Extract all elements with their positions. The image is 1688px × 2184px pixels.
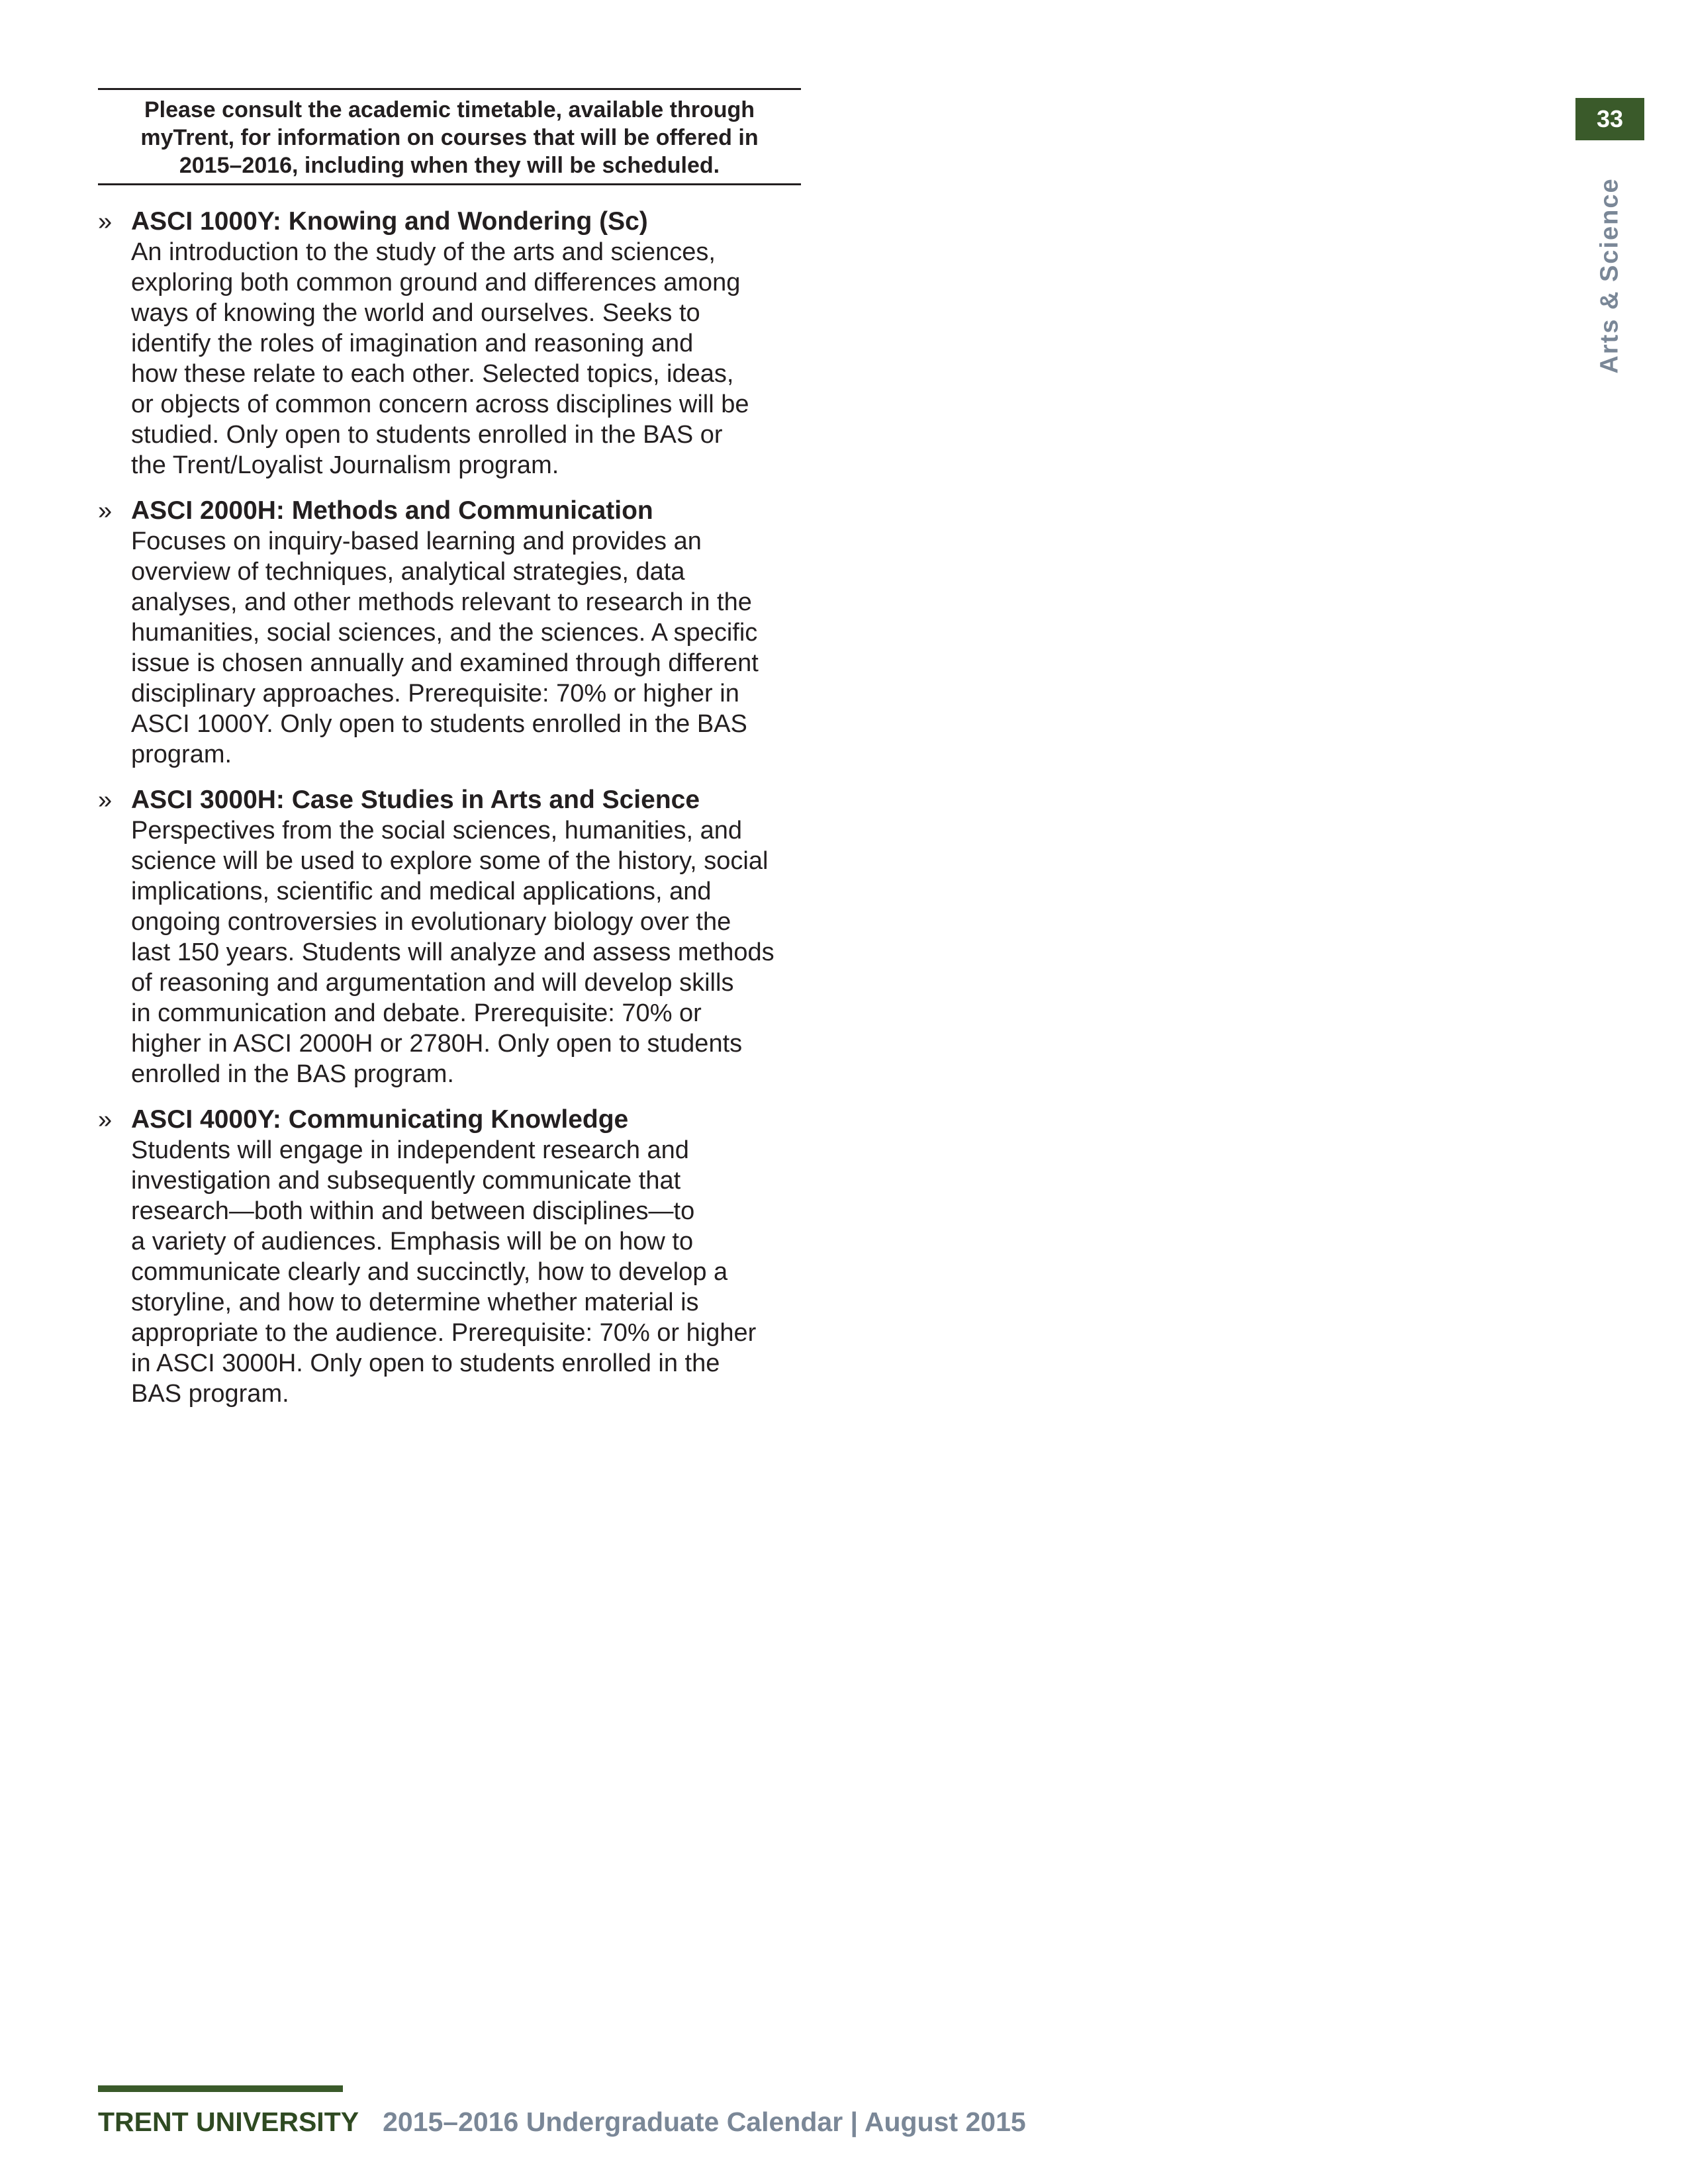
course-title: ASCI 2000H: Methods and Communication	[131, 496, 653, 525]
description-line: BAS program.	[131, 1380, 289, 1408]
description-line: research—both within and between disciplines—to	[131, 1197, 695, 1225]
description-line: program.	[131, 741, 232, 768]
description-line: ways of knowing the world and ourselves. Seeks to	[131, 299, 700, 327]
bullet-icon: »	[98, 208, 113, 236]
footer-divider	[98, 2085, 343, 2092]
description-line: of reasoning and argumentation and will develop skills	[131, 969, 734, 997]
description-line: communicate clearly and succinctly, how to develop a	[131, 1258, 728, 1286]
description-line: the Trent/Loyalist Journalism program.	[131, 451, 559, 479]
description-line: implications, scientific and medical applications, and	[131, 878, 712, 905]
description-line: identify the roles of imagination and reasoning and	[131, 330, 694, 357]
course-title: ASCI 4000Y: Communicating Knowledge	[131, 1105, 629, 1134]
description-line: in communication and debate. Prerequisite: 70% or	[131, 999, 702, 1027]
course-description	[131, 1135, 813, 1409]
section-tab: Arts & Science	[1595, 177, 1624, 374]
description-line: humanities, social sciences, and the sciences. A specific	[131, 619, 758, 647]
page-number: 33	[1575, 98, 1644, 140]
description-line: appropriate to the audience. Prerequisite: 70% or higher	[131, 1319, 757, 1347]
description-line: Focuses on inquiry-based learning and provides an	[131, 527, 702, 555]
notice-line: 2015–2016, including when they will be scheduled.	[179, 153, 720, 178]
page-footer	[98, 2107, 1026, 2138]
description-line: storyline, and how to determine whether material is	[131, 1289, 699, 1316]
description-line: issue is chosen annually and examined through different	[131, 649, 759, 677]
description-line: analyses, and other methods relevant to research in the	[131, 588, 752, 616]
description-line: Perspectives from the social sciences, humanities, and	[131, 817, 742, 844]
description-line: overview of techniques, analytical strategies, data	[131, 558, 685, 586]
description-line: An introduction to the study of the arts and sciences,	[131, 238, 716, 266]
course-title: ASCI 3000H: Case Studies in Arts and Science	[131, 786, 700, 814]
description-line: investigation and subsequently communicate that	[131, 1167, 681, 1195]
description-line: studied. Only open to students enrolled in the BAS or	[131, 421, 723, 449]
course-description	[131, 815, 813, 1089]
description-line: a variety of audiences. Emphasis will be on how to	[131, 1228, 694, 1255]
description-line: enrolled in the BAS program.	[131, 1060, 454, 1088]
course-description	[131, 526, 813, 770]
bullet-icon: »	[98, 497, 113, 525]
description-line: exploring both common ground and differences among	[131, 269, 741, 296]
course-entry	[98, 1105, 813, 1409]
description-line: disciplinary approaches. Prerequisite: 70% or higher in	[131, 680, 739, 707]
description-line: ASCI 1000Y. Only open to students enrolled in the BAS	[131, 710, 747, 738]
description-line: ongoing controversies in evolutionary biology over the	[131, 908, 731, 936]
course-entry	[98, 785, 813, 1089]
footer-calendar: 2015–2016 Undergraduate Calendar | August 2015	[383, 2107, 1026, 2137]
course-description	[131, 237, 813, 480]
footer-university: TRENT UNIVERSITY	[98, 2107, 359, 2137]
description-line: or objects of common concern across disciplines will be	[131, 390, 749, 418]
description-line: last 150 years. Students will analyze and assess methods	[131, 938, 774, 966]
notice-line: myTrent, for information on courses that will be offered in	[140, 125, 759, 150]
course-entry	[98, 206, 813, 480]
bullet-icon: »	[98, 786, 113, 814]
timetable-notice	[98, 88, 801, 185]
description-line: in ASCI 3000H. Only open to students enrolled in the	[131, 1349, 720, 1377]
course-list	[98, 206, 813, 1424]
description-line: higher in ASCI 2000H or 2780H. Only open to students	[131, 1030, 743, 1058]
bullet-icon: »	[98, 1106, 113, 1134]
course-title: ASCI 1000Y: Knowing and Wondering (Sc)	[131, 207, 648, 236]
notice-line: Please consult the academic timetable, available through	[144, 97, 755, 122]
description-line: science will be used to explore some of the history, social	[131, 847, 769, 875]
course-entry	[98, 496, 813, 770]
description-line: how these relate to each other. Selected topics, ideas,	[131, 360, 734, 388]
description-line: Students will engage in independent research and	[131, 1136, 689, 1164]
